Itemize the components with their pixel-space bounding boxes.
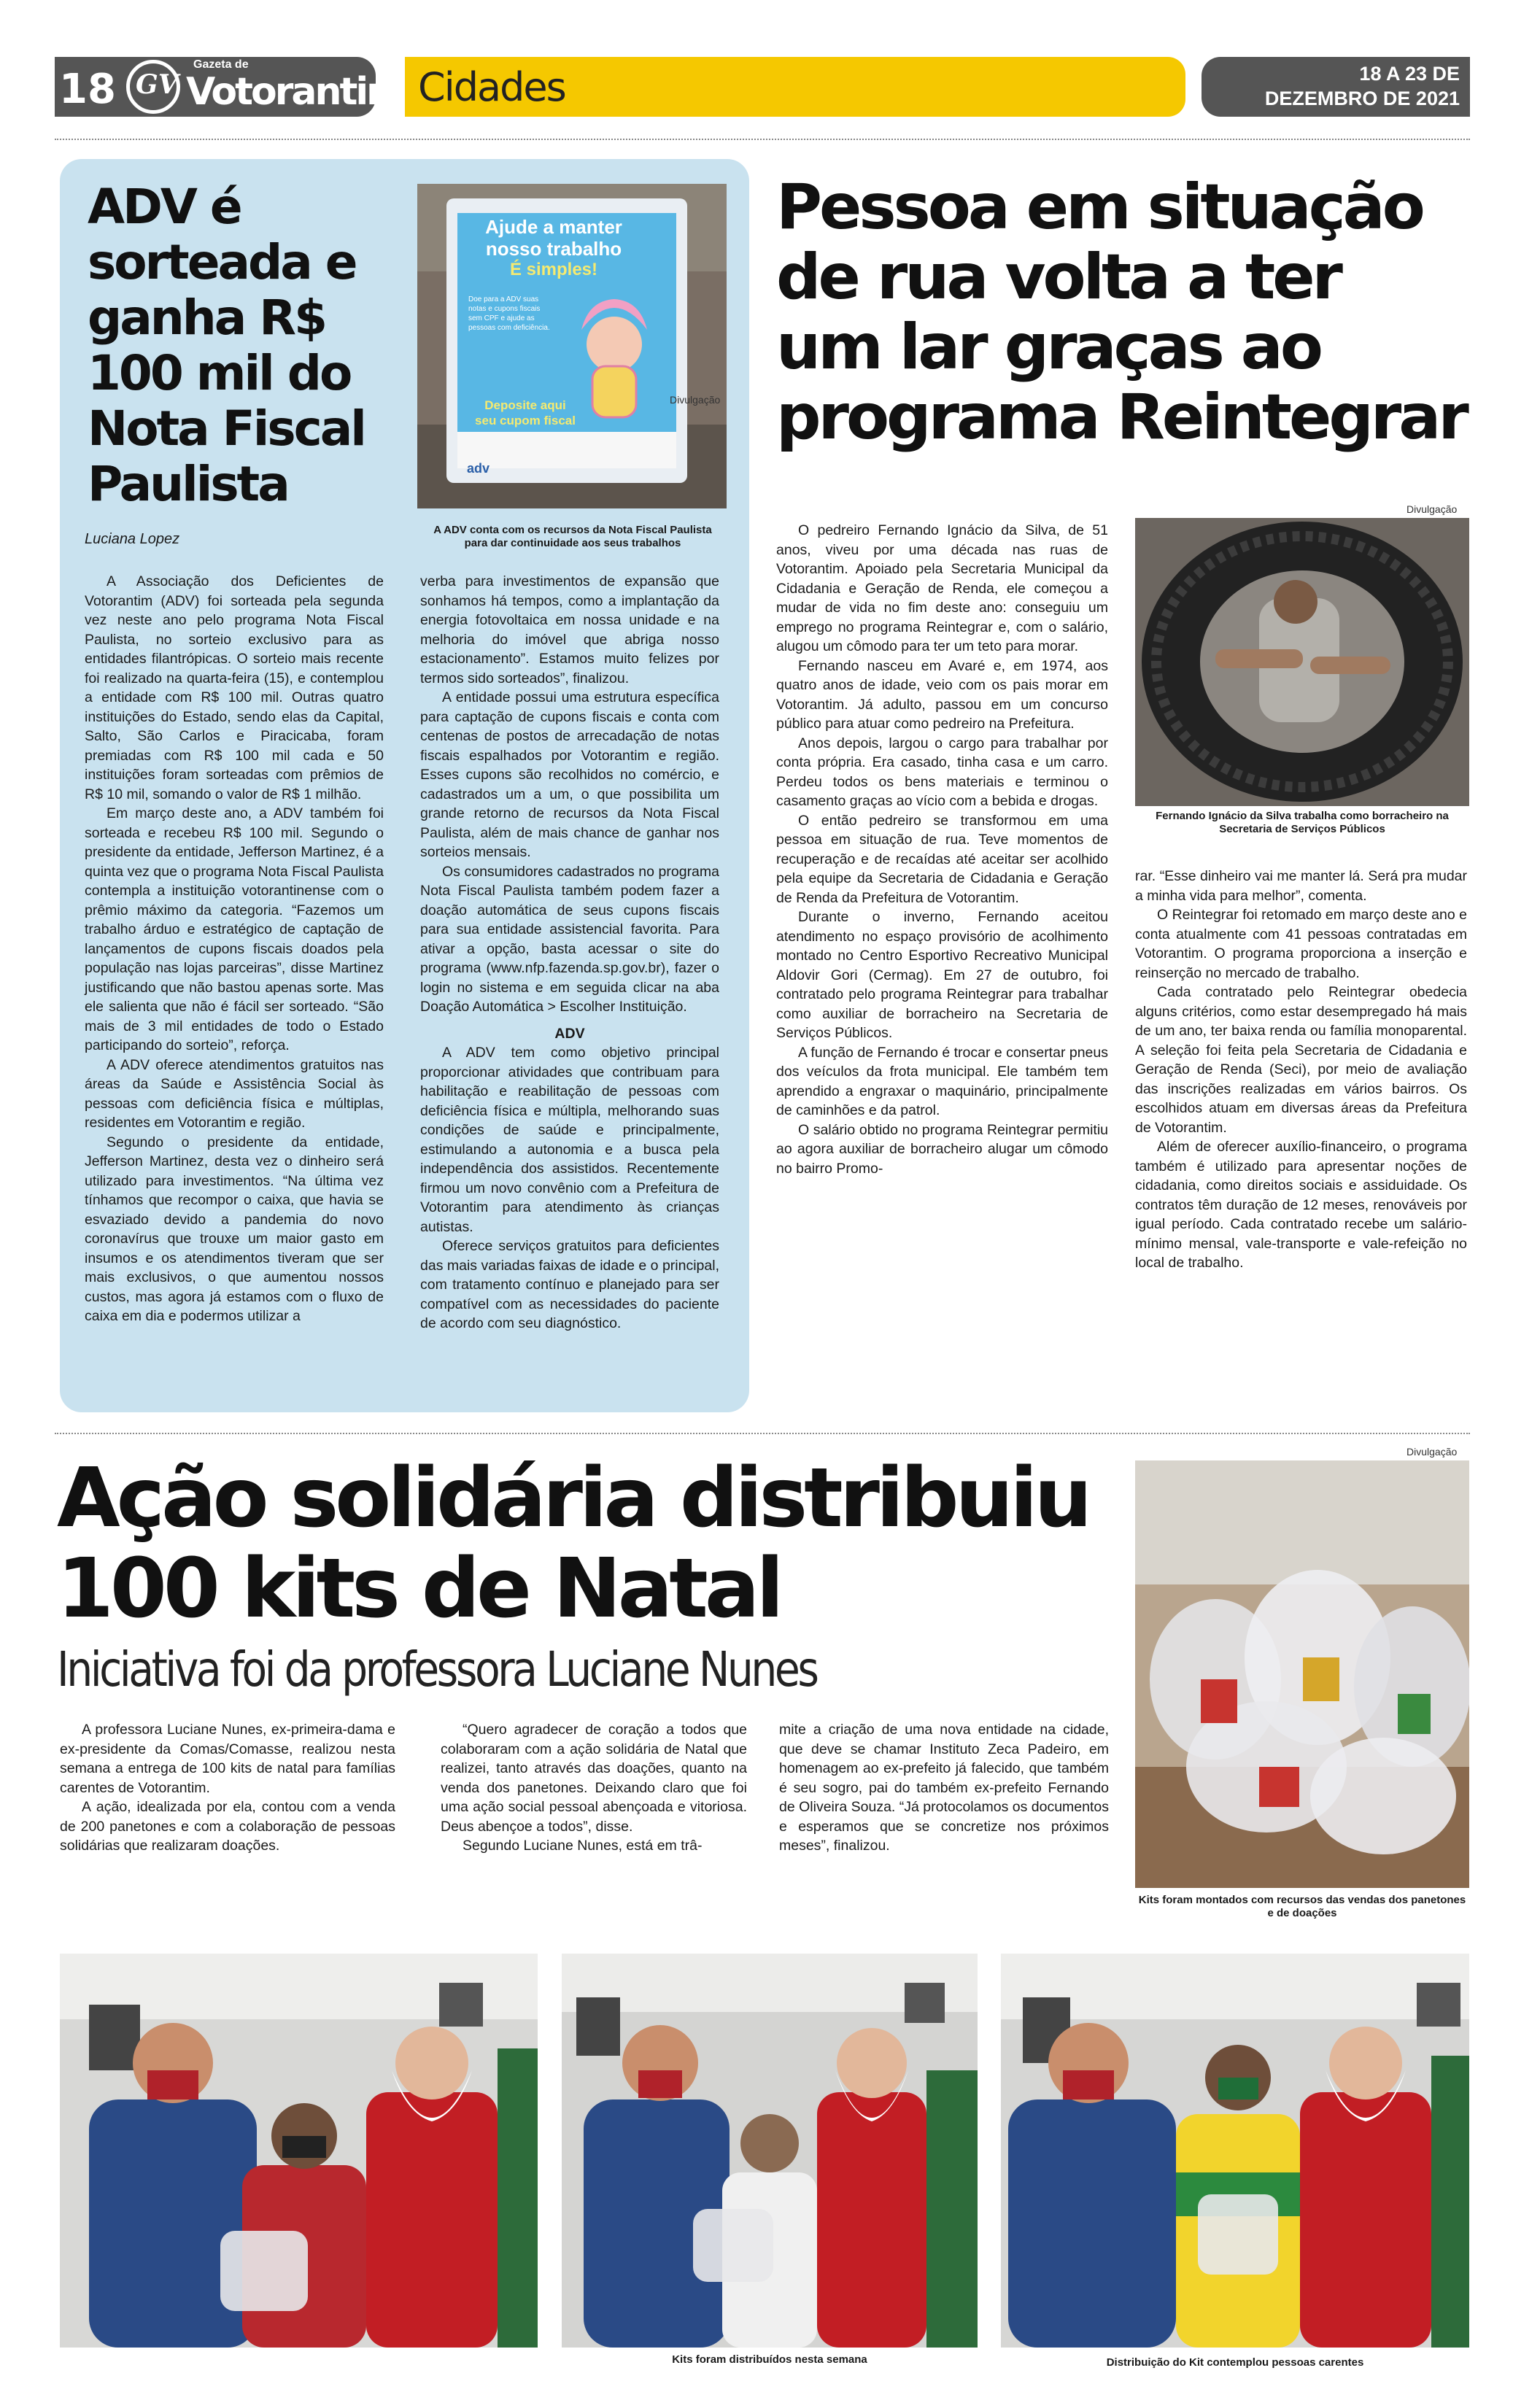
tire-photo-credit: Divulgação [1406, 503, 1458, 515]
adv-subhead: ADV [554, 1025, 585, 1042]
urn-bottom1: Deposite aqui [484, 398, 566, 412]
santa-photo-middle [562, 1954, 978, 2348]
adv-col2: verba para investimentos de expansão que sonhamos há tempos, como a implantação da energia fotovoltaica em nossa unidade e na melhoria do imóvel que abriga nosso estacionamento”. Estamos muito felizes por termos sido sorteados”, finalizou. A entidade possui uma estrutura específica para captação de cupons fiscais e conta com centenas de postos de arrecadação de notas fiscais espalhados por Votorantim e região. Esses cupons são recolhidos no comércio, e cadastrados um a um, o que possibilita um grande retorno de recursos da Nota Fiscal Paulista, além de mais chance de ganhar nos sorteios mensais. Os consumidores cadastrados no programa Nota Fiscal Paulista também podem fazer a doação automática de seus cupons fiscais para sua entidade assistencial favorita. Para ativar a opção, basta acessar o site do programa (www.nfp.fazenda.sp.gov.br), fazer o login no sistema e em seguida clicar na aba Doação Automática > Escolher Instituição. ADV A ADV tem como objetivo principal proporcionar atividades que contribuam para habilitação e reabilitação de pessoas com deficiência física e múltipla, melhorando suas condições de saúde e principalmente, estimulando a autonomia e a busca pela independência dos assistidos. Recentemente firmou um novo convênio com a Prefeitura de Votorantim para atendimento às crianças autistas. Oferece serviços gratuitos para deficientes das mais variadas faixas de idade e o principal, com tratamento contínuo e planejado para ser compatível com as necessidades do paciente de acordo com seu diagnóstico. [420, 573, 719, 1331]
urn-bottom2: seu cupom fiscal [475, 414, 576, 427]
page-number: 18 [59, 66, 116, 113]
urn-line3: É simples! [509, 260, 598, 279]
reintegrar-col1: O pedreiro Fernando Ignácio da Silva, de 51 anos, viveu por uma década nas ruas de Votorantim. Apoiado pela Secretaria Municipal da Cidadania e Geração de Renda, ele começou a mudar de vida no fim deste ano: conseguiu um emprego no programa Reintegrar e, com o salário, alugou um cômodo para ter um teto para morar. Fernando nasceu em Avaré e, em 1974, aos quatro anos de idade, veio com os pais morar em Votorantim. Já adulto, passou em um concurso público para atuar como pedreiro na Prefeitura. Anos depois, largou o cargo para trabalhar por conta própria. Era casado, tinha casa e um carro. Perdeu todos os bens materiais e terminou o casamento graças ao vício com a bebida e drogas. O então pedreiro se transformou em uma pessoa em situação de rua. Teve momentos de recuperação e de recaídas até aceitar ser acolhido pela equipe da Secretaria de Cidadania e Geração de Renda da Prefeitura de Votorantim. Durante o inverno, Fernando aceitou atendimento no espaço provisório de acolhimento montado no Centro Esportivo Recreativo Municipal Aldovir Gori (Cermag). Em 27 de outubro, foi contratado pelo programa Reintegrar para trabalhar como auxiliar de borracheiro na Secretaria de Serviços Públicos. A função de Fernando é trocar e consertar pneus dos veículos da frota municipal. Ele também tem aprendido a engraxar o maquinário, principalmente de caminhões e da patrol. O salário obtido no programa Reintegrar permitiu ao agora auxiliar de borracheiro alugar um cômodo no bairro Promo- [776, 522, 1108, 1177]
section-title[interactable]: Cidades [418, 64, 565, 110]
logo-small-text: Gazeta de [193, 58, 249, 71]
kits-photo-caption: Kits foram montados com recursos das vendas dos panetones e de doações [1138, 1894, 1466, 1919]
kits-photo-credit: Divulgação [1406, 1446, 1458, 1458]
natal-col1: A professora Luciane Nunes, ex-primeira-dama e ex-presidente da Comas/Comasse, realizou nesta semana a entrega de 100 kits de natal para famílias carentes de Votorantim. A ação, idealizada por ela, contou com a venda de 200 panetones e com a colaboração de pessoas solidárias que realizaram doações. [60, 1722, 395, 1854]
adv-headline: ADV é sorteada e ganha R$ 100 mil do Nota Fiscal Paulista [88, 179, 365, 512]
adv-photo-caption: A ADV conta com os recursos da Nota Fiscal Paulista para dar continuidade aos seus trabalhos [433, 524, 712, 549]
santa-photo-right [1001, 1954, 1469, 2348]
natal-subtitle: Iniciativa foi da professora Luciane Nunes [57, 1641, 817, 1698]
kits-photo [1135, 1460, 1469, 1888]
natal-col3: mite a criação de uma nova entidade na cidade, que deve se chamar Instituto Zeca Padeiro, em homenagem ao ex-prefeito já falecido, que também é seu sogro, pai do também ex-prefeito Fernando de Oliveira Souza. “Já protocolamos os documentos e esperamos que se concretize nos próximos meses”, finalizou. [779, 1722, 1109, 1854]
issue-date-line2: DEZEMBRO DE 2021 [1264, 88, 1460, 109]
right-photo-caption: Distribuição do Kit contemplou pessoas carentes [1106, 2356, 1364, 2369]
issue-date-line1: 18 A 23 DE [1359, 63, 1460, 85]
tire-photo-caption: Fernando Ignácio da Silva trabalha como borracheiro na Secretaria de Serviços Públicos [1156, 810, 1449, 835]
urn-small-text: Doe para a ADV suas notas e cupons fiscais sem CPF e ajude as pessoas com deficiência. [468, 295, 550, 332]
page-header [55, 57, 1470, 121]
logo-mark-icon: GV [126, 60, 180, 114]
logo-name: Votorantim [186, 70, 404, 114]
section-dotted-rule [55, 1433, 1470, 1434]
urn-line2: nosso trabalho [485, 238, 622, 260]
natal-headline: Ação solidária distribuiu 100 kits de Natal [57, 1451, 1089, 1636]
adv-photo-credit: Divulgação [670, 394, 721, 406]
adv-col1: A Associação dos Deficientes de Votorantim (ADV) foi sorteada pela segunda vez neste ano pelo programa Nota Fiscal Paulista, no sorteio exclusivo para as entidades filantrópicas. O sorteio mais recente foi realizado na quarta-feira (15), e contemplou a entidade com R$ 100 mil. Outras quatro instituições do Estado, sendo elas da Capital, Salto, São Carlos e Piracicaba, foram premiadas com R$ 100 mil cada e 50 instituições foram sorteadas com prêmios de R$ 10 mil, somando o valor de R$ 1 milhão. Em março deste ano, a ADV também foi sorteada e recebeu R$ 100 mil. Segundo o presidente da entidade, Jefferson Martinez, é a quinta vez que o programa Nota Fiscal Paulista contempla a instituição votorantinense com o prêmio máximo da categoria. “Fazemos um trabalho árduo e estratégico de captação de lançamentos de cupons fiscais doados pela população nas lojas parceiras”, disse Martinez justificando que não bastou apenas sorte. Mas ele salienta que não é fácil ser sorteado. “São mais de 3 mil entidades de todo o Estado participando do sorteio”, reforça. A ADV oferece atendimentos gratuitos nas áreas da Saúde e Assistência Social às pessoas com deficiência física e múltiplas, residentes em Votorantim e região. Segundo o presidente da entidade, Jefferson Martinez, desta vez o dinheiro será utilizado para investimentos. “Na última vez tínhamos que recompor o caixa, que havia se esvaziado devido a pandemia do novo coronavírus que trouxe um maior gasto em insumos e os atendimentos tiveram que ser mais exclusivos, o que aumentou nossos custos, mas agora já estamos com o fluxo de caixa em dia e podermos utilizar a [85, 573, 384, 1324]
santa-photo-left [60, 1954, 538, 2348]
header-dotted-rule [55, 139, 1470, 140]
urn-brand: adv [467, 461, 490, 476]
reintegrar-headline: Pessoa em situação de rua volta a ter um lar graças ao programa Reintegrar [776, 171, 1466, 454]
tire-photo [1135, 518, 1469, 806]
natal-col2: “Quero agradecer de coração a todos que colaboraram com a ação solidária de Natal que realizei, tanto através das doações, quanto na venda dos panetones. Deixando claro que foi uma ação social pessoal abençoada e vitoriosa. Deus abençoe a todos”, disse. Segundo Luciane Nunes, está em trâ- [441, 1722, 747, 1854]
reintegrar-col2: rar. “Esse dinheiro vai me manter lá. Será pra mudar a minha vida para melhor”, comenta. O Reintegrar foi retomado em março deste ano e conta atualmente com 41 pessoas contratadas em Votorantim. O programa proporciona a inserção e reinserção no mercado de trabalho. Cada contratado pelo Reintegrar obedecia alguns critérios, como estar desempregado há mais de um ano, ter baixa renda ou família monoparental. A seleção foi feita pela Secretaria de Cidadania e Geração de Renda (Seci), por meio de avaliação das inscrições realizadas em vários bairros. Os escolhidos atuam em diversas áreas da Prefeitura de Votorantim. Além de oferecer auxílio-financeiro, o programa também é utilizado para apresentar noções de cidadania, como direitos sociais e assiduidade. Os contratos têm duração de 12 meses, renováveis por igual período. Cada contratado recebe um salário-mínimo mensal, vale-transporte e vale-refeição no local de trabalho. [1135, 868, 1467, 1271]
adv-author: Luciana Lopez [85, 531, 180, 547]
urn-line1: Ajude a manter [485, 216, 622, 238]
middle-photo-caption: Kits foram distribuídos nesta semana [672, 2353, 867, 2366]
